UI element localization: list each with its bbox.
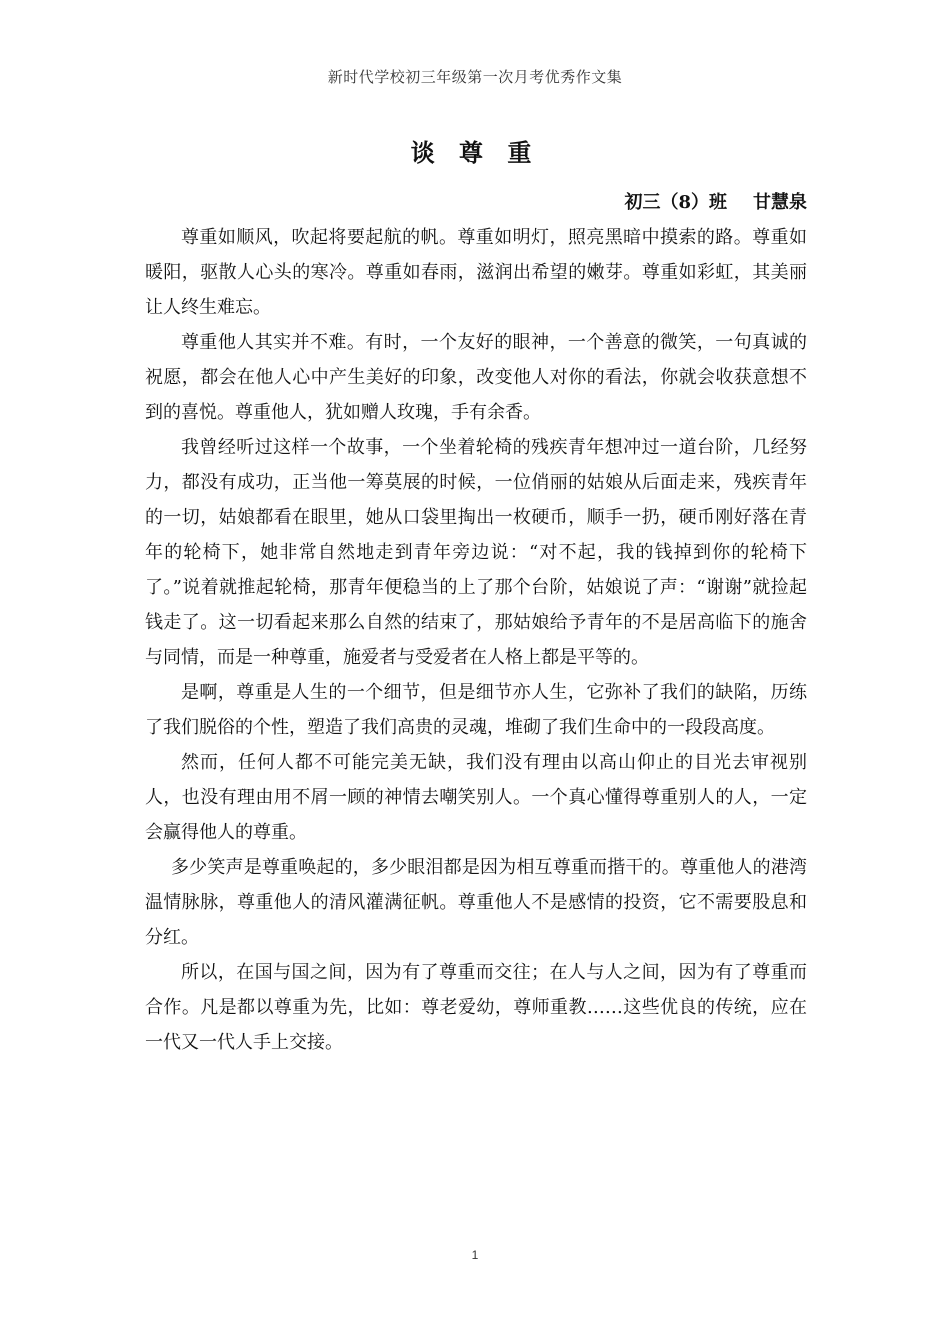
byline-author: 甘慧泉 — [753, 192, 807, 213]
paragraph-6: 多少笑声是尊重唤起的，多少眼泪都是因为相互尊重而揩干的。尊重他人的港湾温情脉脉，尊重他人的清风灌满征帆。尊重他人不是感情的投资，它不需要股息和分红。 — [145, 857, 807, 948]
paragraph-4: 是啊，尊重是人生的一个细节，但是细节亦人生，它弥补了我们的缺陷，历练了我们脱俗的个性，塑造了我们高贵的灵魂，堆砌了我们生命中的一段段高度。 — [145, 682, 807, 738]
page-header: 新时代学校初三年级第一次月考优秀作文集 — [327, 68, 623, 86]
essay-title: 谈 尊 重 — [410, 138, 540, 167]
page-number: 1 — [471, 1248, 479, 1262]
paragraph-3: 我曾经听过这样一个故事，一个坐着轮椅的残疾青年想冲过一道台阶，几经努力，都没有成功，正当他一筹莫展的时候，一位俏丽的姑娘从后面走来，残疾青年的一切，姑娘都看在眼里，她从口袋里掏出一枚硬币，顺手一扔，硬币刚好落在青年的轮椅下，她非常自然地走到青年旁边说：“对不起，我的钱掉到你的轮椅下了。”说着就推起轮椅，那青年便稳当的上了那个台阶，姑娘说了声：“谢谢”就捡起钱走了。这一切看起来那么自然的结束了，那姑娘给予青年的不是居高临下的施舍与同情，而是一种尊重，施爱者与受爱者在人格上都是平等的。 — [145, 437, 807, 668]
essay-body — [145, 220, 807, 1060]
byline — [624, 188, 807, 214]
paragraph-2: 尊重他人其实并不难。有时，一个友好的眼神，一个善意的微笑，一句真诚的祝愿，都会在他人心中产生美好的印象，改变他人对你的看法，你就会收获意想不到的喜悦。尊重他人，犹如赠人玫瑰，手有余香。 — [145, 332, 807, 423]
paragraph-1: 尊重如顺风，吹起将要起航的帆。尊重如明灯，照亮黑暗中摸索的路。尊重如暖阳，驱散人心头的寒冷。尊重如春雨，滋润出希望的嫩芽。尊重如彩虹，其美丽让人终生难忘。 — [145, 227, 807, 318]
paragraph-7: 所以，在国与国之间，因为有了尊重而交往；在人与人之间，因为有了尊重而合作。凡是都以尊重为先，比如：尊老爱幼，尊师重教……这些优良的传统，应在一代又一代人手上交接。 — [145, 962, 807, 1053]
paragraph-5: 然而，任何人都不可能完美无缺，我们没有理由以高山仰止的目光去审视别人，也没有理由用不屑一顾的神情去嘲笑别人。一个真心懂得尊重别人的人，一定会赢得他人的尊重。 — [145, 752, 807, 843]
byline-class: 初三（8）班 — [624, 192, 727, 213]
